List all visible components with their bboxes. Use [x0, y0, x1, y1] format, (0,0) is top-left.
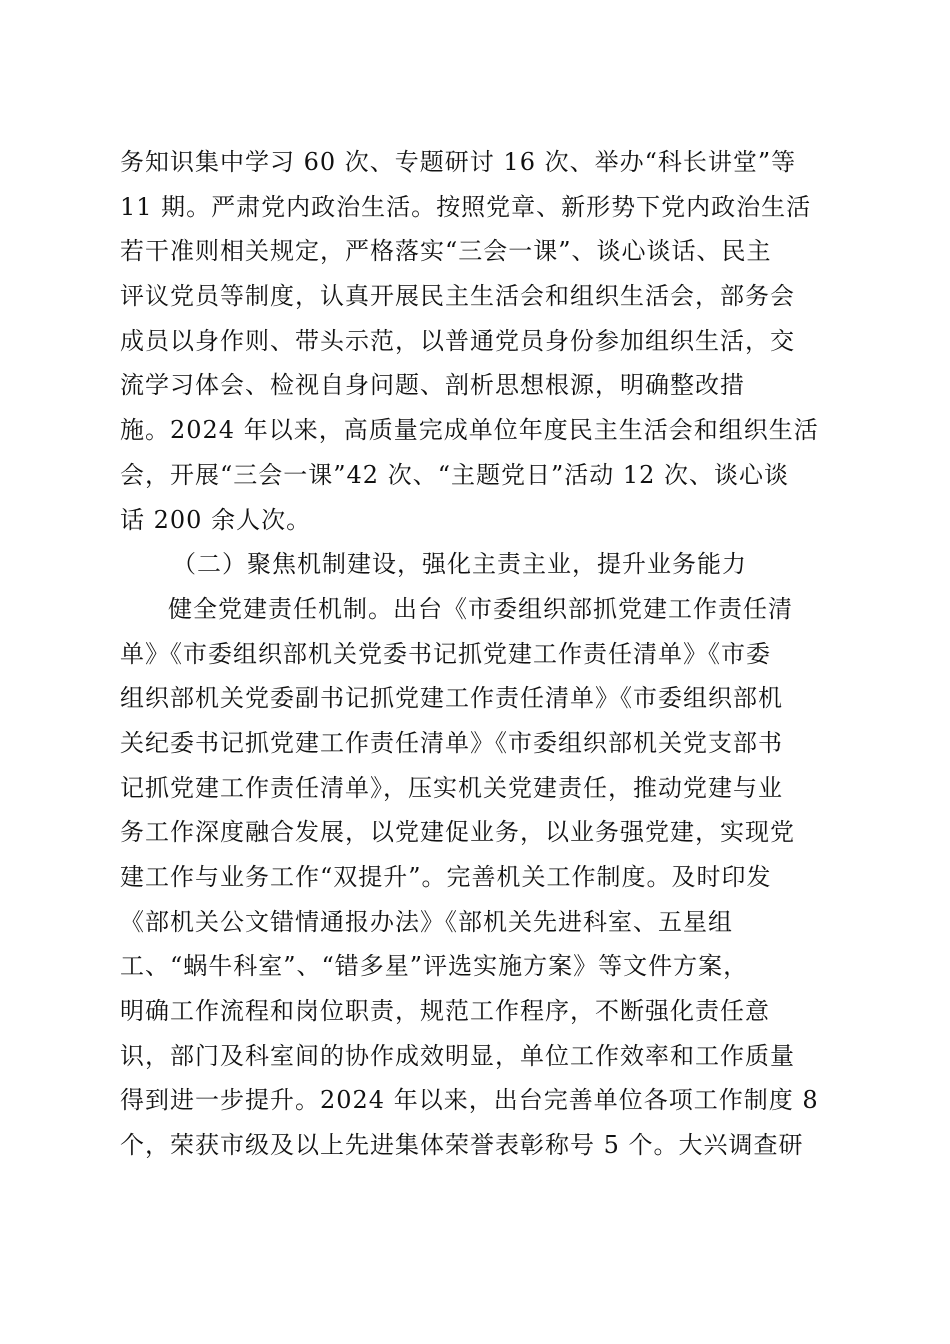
text-line: 施。2024 年以来，高质量完成单位年度民主生活会和组织生活 [120, 416, 819, 445]
text-line: 明确工作流程和岗位职责，规范工作程序，不断强化责任意 [120, 997, 770, 1026]
text-line: 会，开展“三会一课”42 次、“主题党日”活动 12 次、谈心谈 [120, 460, 790, 489]
text-line: 识，部门及科室间的协作成效明显，单位工作效率和工作质量 [120, 1041, 795, 1070]
text-line: 评议党员等制度，认真开展民主生活会和组织生活会，部务会 [120, 282, 795, 311]
text-line: 务工作深度融合发展，以党建促业务，以业务强党建，实现党 [120, 818, 795, 847]
text-line: 若干准则相关规定，严格落实“三会一课”、谈心谈话、民主 [120, 237, 772, 266]
text-line: 建工作与业务工作“双提升”。完善机关工作制度。及时印发 [120, 863, 772, 891]
text-line: 成员以身作则、带头示范，以普通党员身份参加组织生活，交 [120, 326, 795, 355]
text-line: 个，荣获市级及以上先进集体荣誉表彰称号 5 个。大兴调查研 [120, 1131, 804, 1160]
section-heading: （二）聚焦机制建设，强化主责主业，提升业务能力 [172, 550, 747, 579]
text-line: 组织部机关党委副书记抓党建工作责任清单》《市委组织部机 [120, 684, 783, 713]
text-line: 工、“蜗牛科室”、“错多星”评选实施方案》等文件方案， [120, 952, 749, 981]
text-line: 务知识集中学习 60 次、专题研讨 16 次、举办“科长讲堂”等 [120, 148, 797, 176]
text-line: 记抓党建工作责任清单》，压实机关党建责任，推动党建与业 [120, 773, 783, 802]
document-body [120, 140, 832, 1168]
text-line: 流学习体会、检视自身问题、剖析思想根源，明确整改措 [120, 371, 745, 400]
text-line: 11 期。严肃党内政治生活。按照党章、新形势下党内政治生活 [120, 192, 812, 221]
text-line: 得到进一步提升。2024 年以来，出台完善单位各项工作制度 8 [120, 1086, 819, 1115]
text-line: 关纪委书记抓党建工作责任清单》《市委组织部机关党支部书 [120, 728, 783, 757]
text-line: 话 200 余人次。 [120, 505, 312, 534]
paragraph-first-line: 健全党建责任机制。出台《市委组织部抓党建工作责任清 [168, 594, 793, 623]
text-line: 《部机关公文错情通报办法》《部机关先进科室、五星组 [120, 907, 733, 936]
text-line: 单》《市委组织部机关党委书记抓党建工作责任清单》《市委 [120, 639, 771, 668]
